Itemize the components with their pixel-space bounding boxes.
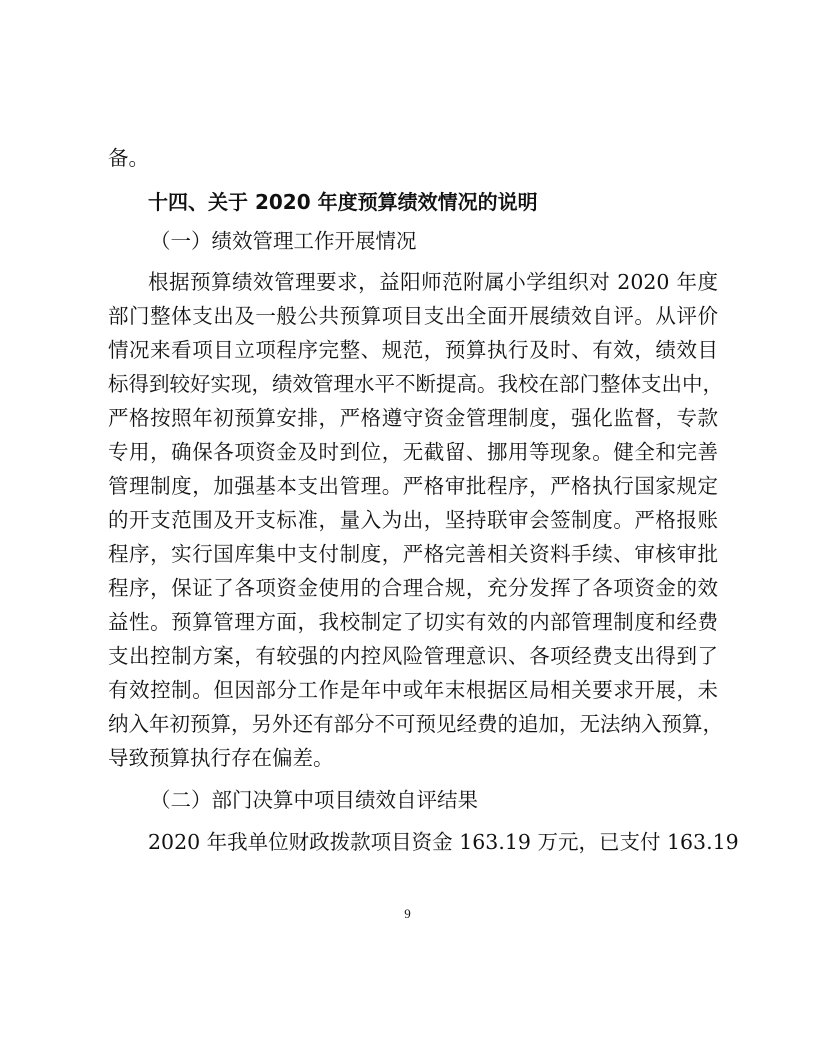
paragraph-line: 纳入年初预算，另外还有部分不可预见经费的追加，无法纳入预算，	[108, 712, 723, 736]
paragraph-line: 的开支范围及开支标准，量入为出，坚持联审会签制度。严格报账	[108, 508, 718, 532]
paragraph-line: 情况来看项目立项程序完整、规范，预算执行及时、有效，绩效目	[108, 338, 718, 362]
paragraph-line: 专用，确保各项资金及时到位，无截留、挪用等现象。健全和完善	[108, 440, 718, 464]
paragraph-line: 程序，保证了各项资金使用的合理合规，充分发挥了各项资金的效	[108, 576, 718, 600]
paragraph-line: 导致预算执行存在偏差。	[108, 746, 334, 770]
subsection-title-2: （二）部门决算中项目绩效自评结果	[150, 788, 478, 812]
subsection-title-1: （一）绩效管理工作开展情况	[150, 229, 417, 253]
paragraph-line: 支出控制方案，有较强的内控风险管理意识、各项经费支出得到了	[108, 644, 718, 668]
section-heading: 十四、关于 2020 年度预算绩效情况的说明	[148, 190, 538, 214]
lead-line: 备。	[108, 146, 149, 170]
paragraph-line: 益性。预算管理方面，我校制定了切实有效的内部管理制度和经费	[108, 610, 718, 634]
paragraph-line: 管理制度，加强基本支出管理。严格审批程序，严格执行国家规定	[108, 474, 718, 498]
paragraph-line: 部门整体支出及一般公共预算项目支出全面开展绩效自评。从评价	[108, 304, 718, 328]
paragraph-line: 程序，实行国库集中支付制度，严格完善相关资料手续、审核审批	[108, 542, 718, 566]
paragraph-line: 2020 年我单位财政拨款项目资金 163.19 万元，已支付 163.19	[148, 830, 739, 854]
paragraph-line: 标得到较好实现，绩效管理水平不断提高。我校在部门整体支出中，	[108, 372, 723, 396]
paragraph-line: 有效控制。但因部分工作是年中或年末根据区局相关要求开展，未	[108, 678, 718, 702]
page-number: 9	[404, 906, 411, 921]
paragraph-line: 严格按照年初预算安排，严格遵守资金管理制度，强化监督，专款	[108, 406, 718, 430]
paragraph-line: 根据预算绩效管理要求，益阳师范附属小学组织对 2020 年度	[148, 270, 718, 294]
